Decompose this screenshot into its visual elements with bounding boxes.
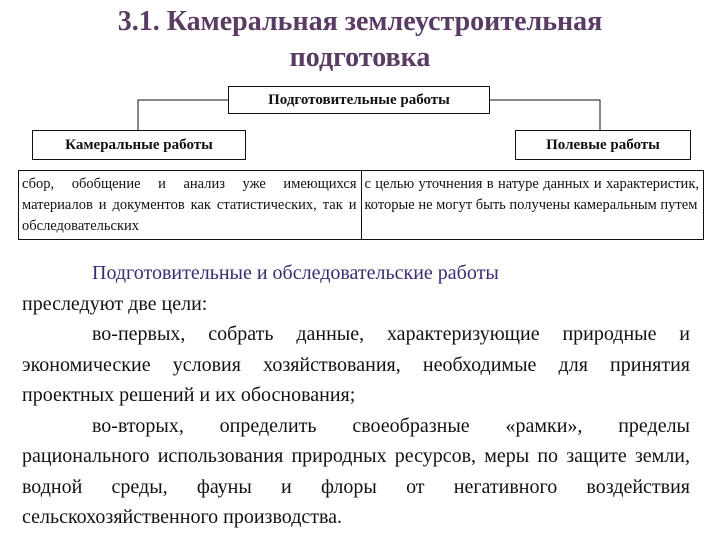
field-work-description: с целью уточнения в натуре данных и характеристик, которые не могут быть получены камеральным путем — [364, 176, 699, 213]
connector-left — [138, 100, 228, 130]
office-work-description: сбор, обобщение и анализ уже имеющихся материалов и документов как статистических, так и обследовательских — [19, 171, 362, 239]
point-first: во-первых, собрать данные, характеризующие природные и экономические условия хозяйствования, необходимые для принятия проектных решений и их обоснования; — [22, 323, 690, 406]
box-preparatory-work: Подготовительные работы — [228, 86, 490, 114]
description-table — [18, 170, 704, 240]
body-text — [22, 258, 690, 533]
box-field-work: Полевые работы — [515, 130, 691, 160]
connector-right — [490, 100, 600, 130]
intro-rest: преследуют две цели: — [22, 292, 208, 315]
highlight-phrase: Подготовительные и обследовательские работы — [92, 262, 499, 284]
point-second: во-вторых, определить своеобразные «рамки», пределы рационального использования природных ресурсов, меры по защите земли, водной среды, фауны и флоры от негативного воздействия сельскохозяйственного производства. — [22, 414, 690, 528]
intro-paragraph — [22, 258, 690, 319]
box-office-work: Камеральные работы — [32, 130, 246, 160]
title-line-2: подготовка — [289, 42, 431, 73]
title-line-1: 3.1. Камеральная землеустроительная — [117, 6, 603, 37]
